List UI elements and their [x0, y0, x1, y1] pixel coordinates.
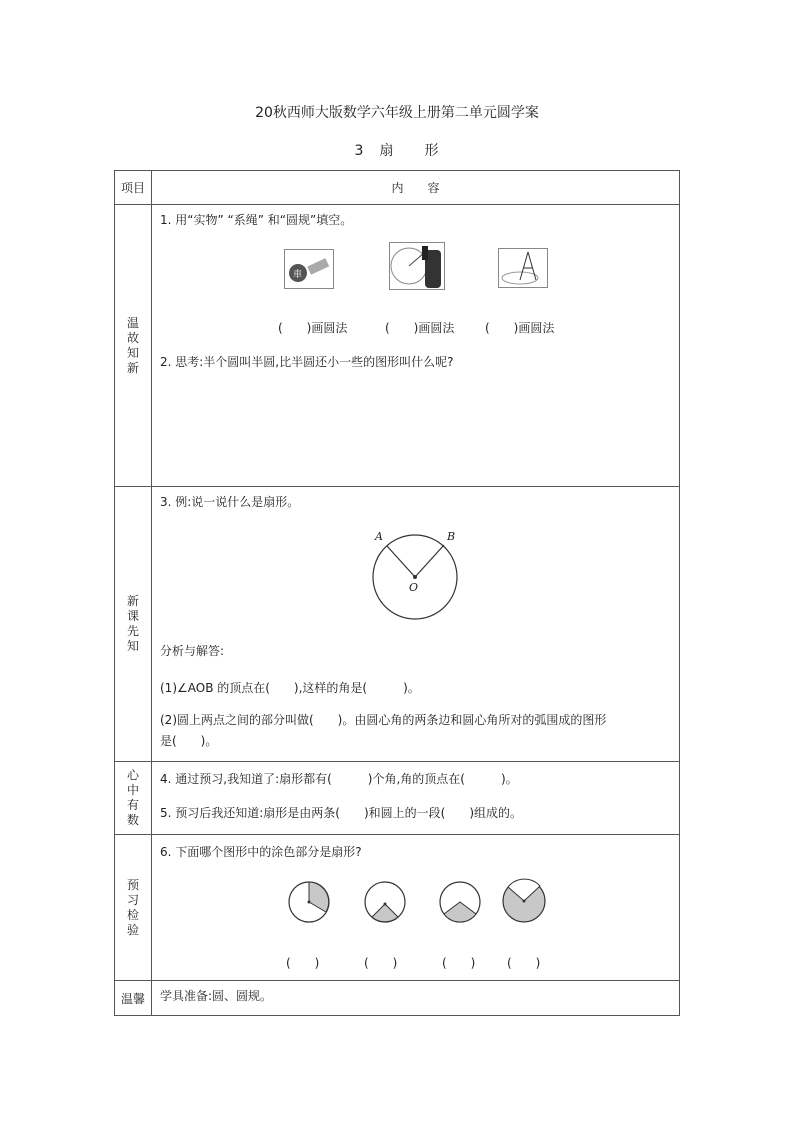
section-label-summary: 心中有数	[126, 768, 139, 827]
option-figure-4	[500, 877, 548, 925]
tips-text: 学具准备:圆、圆规。	[160, 989, 273, 1003]
section-tips-row	[115, 981, 680, 1016]
section-summary-content	[152, 762, 679, 834]
document-subtitle: 3 扇 形	[354, 143, 440, 159]
analysis-heading: 分析与解答:	[160, 644, 225, 658]
table-header-row	[115, 171, 680, 205]
point-b-label: B	[447, 530, 456, 543]
answer-blank-1: ( )	[286, 956, 320, 970]
section-review-row	[115, 205, 680, 487]
column-header-item: 项目	[115, 171, 152, 205]
question-6: 6. 下面哪个图形中的涂色部分是扇形?	[160, 845, 362, 859]
option-figure-3	[437, 879, 483, 925]
section-review-content	[152, 205, 679, 486]
point-o-label: O	[409, 581, 419, 594]
analysis-part-2-line-2: 是( )。	[160, 734, 218, 748]
section-label-tips: 温馨	[120, 991, 145, 1006]
question-4: 4. 通过预习,我知道了:扇形都有( )个角,角的顶点在( )。	[160, 772, 518, 786]
answer-blank-2: ( )	[364, 956, 398, 970]
section-label-review: 温故知新	[126, 315, 139, 375]
answer-blank-4: ( )	[507, 956, 541, 970]
document-title: 20秋西师大版数学六年级上册第二单元圆学案	[255, 105, 539, 121]
answer-blank-3: ( )	[442, 956, 476, 970]
option-figure-1	[286, 879, 332, 925]
svg-text:車: 車	[293, 270, 303, 280]
point-a-label: A	[375, 530, 383, 543]
section-new-lesson-row	[115, 487, 680, 762]
section-summary-row	[115, 762, 680, 835]
question-1: 1. 用“实物” “系绳” 和“圆规”填空。	[160, 213, 353, 227]
analysis-part-1: (1)∠AOB 的顶点在( ),这样的角是( )。	[160, 681, 420, 695]
section-label-new-lesson: 新课先知	[126, 594, 139, 653]
compass-drawing-image	[498, 248, 548, 288]
blank-object: ( )画圆法	[278, 321, 348, 335]
worksheet-table	[114, 170, 680, 1016]
section-new-lesson-content	[152, 487, 679, 761]
section-label-check: 预习检验	[126, 877, 139, 937]
option-figure-2	[362, 879, 408, 925]
section-check-content	[152, 835, 679, 980]
object-drawing-image	[284, 249, 334, 289]
question-3: 3. 例:说一说什么是扇形。	[160, 495, 300, 509]
question-2: 2. 思考:半个圆叫半圆,比半圆还小一些的图形叫什么呢?	[160, 355, 454, 369]
question-5: 5. 预习后我还知道:扇形是由两条( )和圆上的一段( )组成的。	[160, 806, 523, 820]
rope-drawing-image	[389, 242, 445, 290]
blank-rope: ( )画圆法	[385, 321, 455, 335]
section-check-row	[115, 835, 680, 981]
section-tips-content	[152, 981, 679, 1015]
sector-example-diagram	[360, 525, 472, 621]
analysis-part-2-line-1: (2)圆上两点之间的部分叫做( )。由圆心角的两条边和圆心角所对的弧围成的图形	[160, 713, 607, 727]
blank-compass: ( )画圆法	[485, 321, 555, 335]
column-header-content: 内 容	[152, 171, 680, 205]
